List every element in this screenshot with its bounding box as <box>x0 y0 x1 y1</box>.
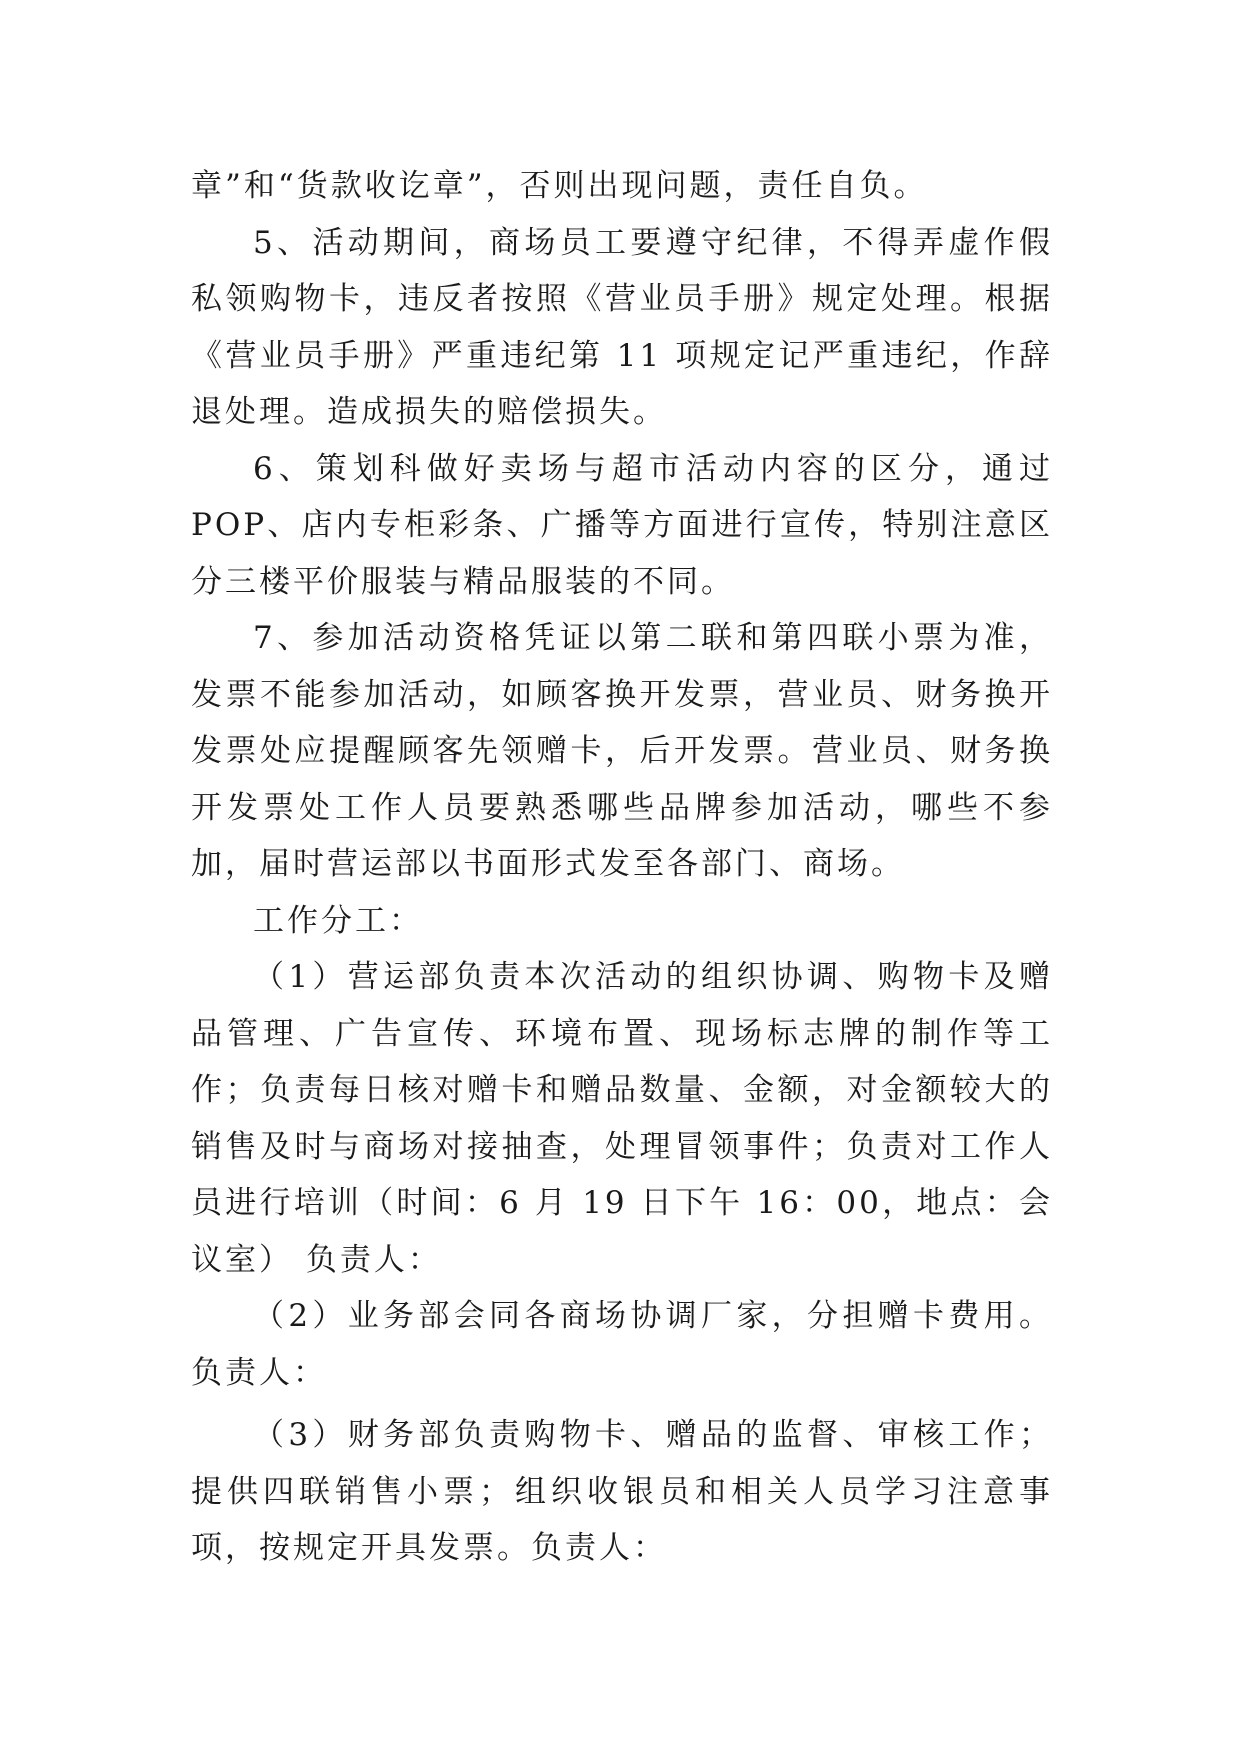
document-body <box>191 158 1053 1577</box>
section-heading-division-of-work: 工作分工： <box>253 902 423 939</box>
paragraph-item-6: 6、策划科做好卖场与超市活动内容的区分，通过 POP、店内专柜彩条、广播等方面进行宣传，特别注意区分三楼平价服装与精品服装的不同。 <box>191 450 1053 600</box>
paragraph-task-1: （1）营运部负责本次活动的组织协调、购物卡及赠品管理、广告宣传、环境布置、现场标志牌的制作等工作；负责每日核对赠卡和赠品数量、金额，对金额较大的销售及时与商场对接抽查，处理冒领事件；负责对工作人员进行培训（时间：6 月 19 日下午 16：00，地点：会议室） 负责人： <box>191 959 1053 1278</box>
paragraph-task-2: （2）业务部会同各商场协调厂家，分担赠卡费用。负责人： <box>191 1298 1053 1391</box>
paragraph-continuation: 章”和“货款收讫章”，否则出现问题，责任自负。 <box>191 168 928 204</box>
paragraph-item-5: 5、活动期间，商场员工要遵守纪律，不得弄虚作假私领购物卡，违反者按照《营业员手册》规定处理。根据《营业员手册》严重违纪第 11 项规定记严重违纪，作辞退处理。造成损失的赔偿损失。 <box>191 224 1053 430</box>
paragraph-item-7: 7、参加活动资格凭证以第二联和第四联小票为准，发票不能参加活动，如顾客换开发票，营业员、财务换开发票处应提醒顾客先领赠卡，后开发票。营业员、财务换开发票处工作人员要熟悉哪些品牌参加活动，哪些不参加，届时营运部以书面形式发至各部门、商场。 <box>191 620 1053 882</box>
paragraph-task-3: （3）财务部负责购物卡、赠品的监督、审核工作；提供四联销售小票；组织收银员和相关人员学习注意事项，按规定开具发票。负责人： <box>191 1417 1053 1566</box>
